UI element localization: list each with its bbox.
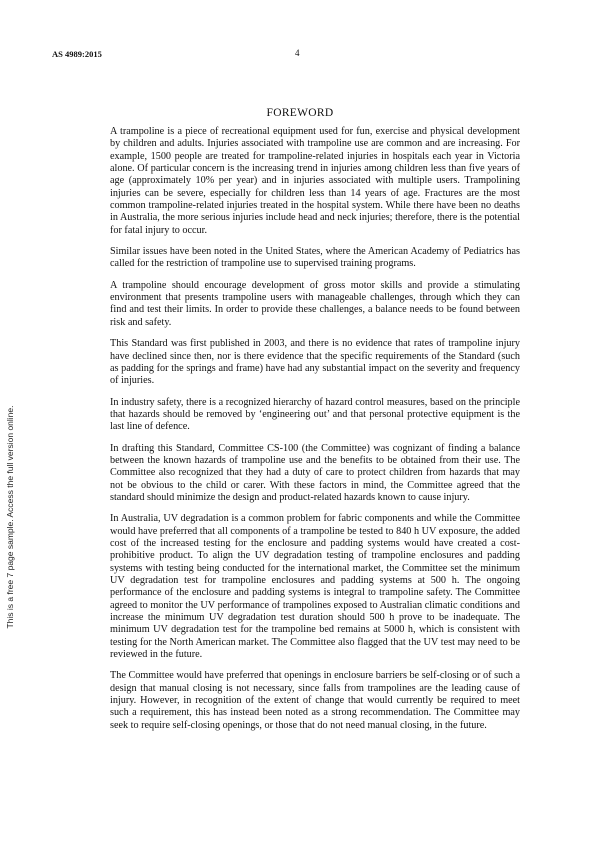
- paragraph: In industry safety, there is a recognized hierarchy of hazard control measures, based on the principle that hazards should be removed by ‘engineering out’ and that personal protective equipment is the last line of defence.: [110, 396, 520, 433]
- paragraph: In drafting this Standard, Committee CS-100 (the Committee) was cognizant of finding a balance between the known hazards of trampoline use and the benefits to be obtained from their use. The Committee also recognized that they had a duty of care to protect children from hazards that may not be obvious to the child or carer. With these factors in mind, the Committee agreed that the standard should minimize the design and product-related hazards known to cause injury.: [110, 442, 520, 503]
- paragraph: Similar issues have been noted in the United States, where the American Academy of Pediatrics has called for the restriction of trampoline use to supervised training programs.: [110, 246, 520, 270]
- foreword-body: [110, 126, 520, 741]
- paragraph: The Committee would have preferred that openings in enclosure barriers be self-closing or of such a design that manual closing is not necessary, since falls from trampolines are the leading cause of injury. However, in recognition of the extent of change that would currently be required to meet such a requirement, this has instead been noted as a strong recommendation. The Committee may seek to require self-closing openings, or those that do not need manual closing, in the future.: [110, 670, 520, 731]
- sample-notice: This is a free 7 page sample. Access the full version online.: [5, 405, 15, 629]
- paragraph: A trampoline should encourage development of gross motor skills and provide a stimulating environment that presents trampoline users with manageable challenges, through which they can find and test their limits. In order to provide these challenges, a balance needs to be found between risk and safety.: [110, 279, 520, 328]
- page-title: FOREWORD: [266, 107, 334, 119]
- paragraph: This Standard was first published in 2003, and there is no evidence that rates of trampoline injury have declined since then, nor is there evidence that the specific requirements of the Standard (such as padding for the springs and frame) have had any substantial impact on the severity and frequency of injuries.: [110, 338, 520, 387]
- paragraph: In Australia, UV degradation is a common problem for fabric components and while the Committee would have preferred that all components of a trampoline be tested to 840 h UV exposure, the added cost of the increased testing for the enclosure and padding systems would have created a cost-prohibitive product. To align the UV degradation testing of trampoline enclosures and padding systems with testing being conducted for the international market, the Committee set the minimum UV degradation test for trampoline enclosures and padding systems at 500 h. The ongoing performance of the enclosure and padding systems is integral to trampoline safety. The Committee agreed to monitor the UV performance of trampolines exposed to Australian climatic conditions and increase the minimum UV degradation test duration should 500 h prove to be inadequate. The minimum UV degradation test for the trampoline bed remains at 5000 h, which is consistent with testing for the North American market. The Committee also flagged that the UV test may need to be reviewed in the future.: [110, 513, 520, 661]
- paragraph: A trampoline is a piece of recreational equipment used for fun, exercise and physical development by children and adults. Injuries associated with trampoline use are common and are increasing. For example, 1500 people are treated for trampoline-related injuries in hospitals each year in Victoria alone. Of particular concern is the increasing trend in injuries among children less than five years of age (approximately 10% per year) and in injuries associated with multiple users. Trampolining injuries can be severe, especially for children less than 14 years of age. Fractures are the most common trampoline-related injuries treated in the hospital system. While there have been no deaths in Australia, the more serious injuries include head and neck injuries; therefore, there is the potential for fatal injury to occur.: [110, 126, 520, 236]
- page-number: 4: [295, 48, 300, 58]
- standard-code: AS 4989:2015: [52, 49, 102, 59]
